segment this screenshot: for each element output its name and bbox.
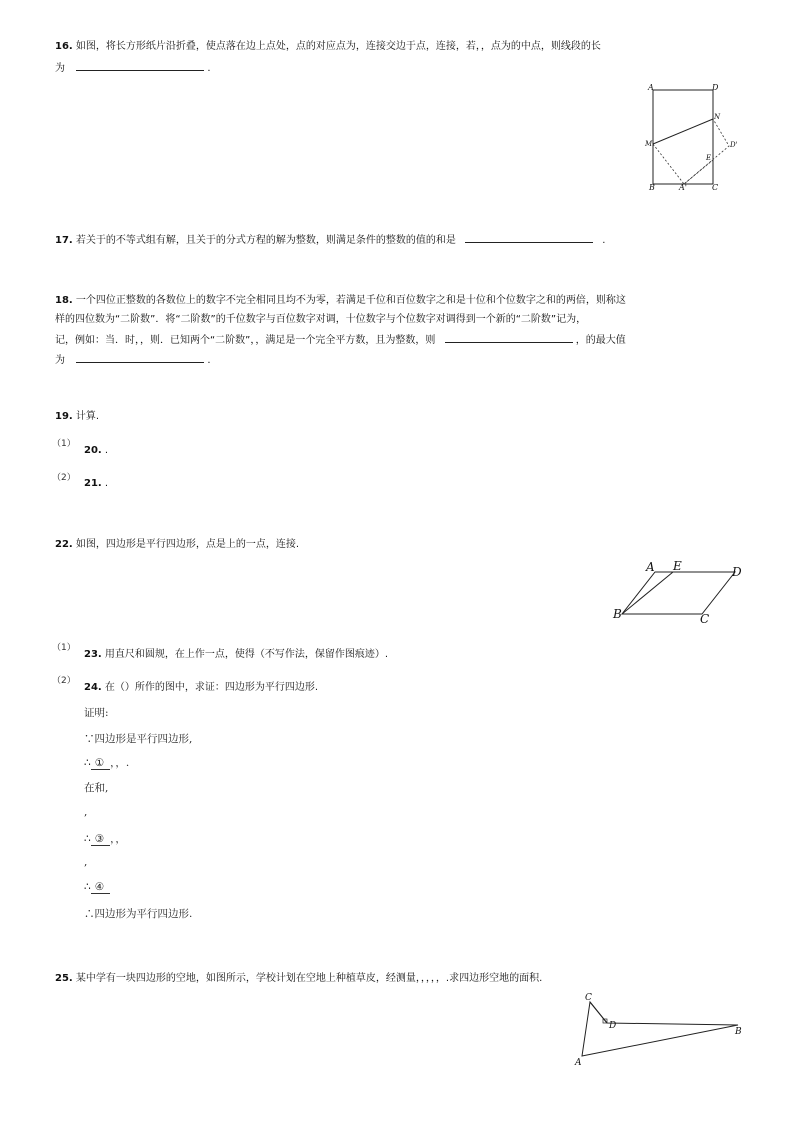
label-a: A bbox=[575, 1058, 582, 1068]
parallelogram-abcd bbox=[622, 572, 735, 614]
therefore-symbol: ∴ bbox=[84, 833, 91, 845]
label-d: D bbox=[609, 1021, 617, 1031]
question-text: . bbox=[104, 445, 109, 456]
answer-blank[interactable] bbox=[76, 60, 204, 71]
question-20 bbox=[84, 444, 108, 457]
question-number: 24. bbox=[84, 682, 102, 693]
question-19 bbox=[55, 410, 99, 423]
question-number: 21. bbox=[84, 478, 102, 489]
therefore-symbol: ∴ bbox=[84, 757, 91, 769]
part-label: （1） bbox=[52, 643, 76, 653]
question-number: 17. bbox=[55, 235, 73, 246]
proof-line bbox=[84, 881, 110, 894]
label-m: M bbox=[645, 140, 653, 148]
question-18 bbox=[55, 294, 626, 307]
question-18-line3 bbox=[55, 332, 626, 347]
period: . bbox=[207, 63, 211, 74]
figure-rectangle-fold bbox=[640, 82, 750, 192]
quadrilateral-abcd bbox=[582, 1002, 738, 1056]
question-text: 为 bbox=[55, 63, 65, 74]
question-text: 如图，将长方形纸片沿折叠，使点落在边上点处，点的对应点为，连接交边于点，连接，若，，点为的中点，则线段的长 bbox=[75, 41, 601, 52]
question-number: 23. bbox=[84, 649, 102, 660]
proof-line: 在和, bbox=[84, 782, 109, 794]
label-d: D bbox=[732, 565, 742, 579]
question-text: 为 bbox=[55, 355, 65, 366]
question-text: 如图，四边形是平行四边形，点是上的一点，连接. bbox=[75, 539, 300, 550]
label-b: B bbox=[649, 183, 655, 192]
question-text: ，的最大值 bbox=[575, 335, 626, 346]
period: . bbox=[602, 235, 606, 246]
question-text: . bbox=[104, 478, 109, 489]
question-number: 18. bbox=[55, 295, 73, 306]
answer-blank[interactable] bbox=[445, 332, 573, 343]
proof-line: ∵四边形是平行四边形, bbox=[84, 733, 193, 745]
label-c: C bbox=[700, 612, 710, 626]
proof-blank-4[interactable]: ④ bbox=[91, 881, 110, 894]
fold-line-mn bbox=[653, 119, 713, 144]
answer-blank[interactable] bbox=[465, 232, 593, 243]
proof-line: , bbox=[84, 806, 88, 818]
proof-line: , bbox=[84, 856, 88, 868]
label-c: C bbox=[712, 183, 719, 192]
question-22 bbox=[55, 538, 299, 551]
question-text: 计算. bbox=[75, 411, 100, 422]
proof-blank-1[interactable]: ① bbox=[91, 757, 110, 770]
question-18-line4 bbox=[55, 352, 211, 367]
question-text: 样的四位数为“二阶数”．将“二阶数”的千位数字与百位数字对调，十位数字与个位数字对调得到一个新的“二阶数”记为， bbox=[55, 314, 587, 325]
label-b: B bbox=[613, 607, 622, 621]
part-label: （2） bbox=[52, 473, 76, 483]
folded-shape bbox=[653, 119, 729, 184]
question-17 bbox=[55, 232, 605, 247]
part-label: （2） bbox=[52, 676, 76, 686]
question-text: 一个四位正整数的各数位上的数字不完全相同且均不为零，若满足千位和百位数字之和是十位和个位数字之和的两倍，则称这 bbox=[75, 295, 626, 306]
part-label: （1） bbox=[52, 439, 76, 449]
therefore-symbol: ∴ bbox=[84, 881, 91, 893]
proof-line bbox=[84, 831, 126, 846]
question-24 bbox=[84, 681, 318, 694]
question-number: 25. bbox=[55, 973, 73, 984]
question-number: 22. bbox=[55, 539, 73, 550]
question-number: 20. bbox=[84, 445, 102, 456]
rectangle-abcd bbox=[653, 90, 713, 184]
question-25 bbox=[55, 972, 542, 985]
label-a: A bbox=[648, 83, 654, 92]
question-21 bbox=[84, 477, 108, 490]
label-b: B bbox=[735, 1027, 742, 1037]
question-text: 某中学有一块四边形的空地，如图所示，学校计划在空地上种植草皮，经测量，，，，，.求四边形空地的面积. bbox=[75, 973, 543, 984]
label-a-prime: A' bbox=[679, 183, 687, 192]
question-text: 记，例如：当．时，，则．已知两个“二阶数”，，满足是一个完全平方数，且为整数，则 bbox=[55, 335, 436, 346]
label-d-prime: D' bbox=[730, 141, 738, 149]
label-a: A bbox=[646, 560, 655, 574]
label-e: E bbox=[706, 154, 712, 162]
question-number: 19. bbox=[55, 411, 73, 422]
answer-blank[interactable] bbox=[76, 352, 204, 363]
question-number: 16. bbox=[55, 41, 73, 52]
proof-line: ∴四边形为平行四边形. bbox=[84, 908, 193, 920]
proof-text: ，，. bbox=[110, 757, 130, 769]
proof-text: ，， bbox=[110, 833, 126, 845]
label-e: E bbox=[673, 559, 682, 573]
question-16 bbox=[55, 40, 601, 53]
question-16-line2 bbox=[55, 60, 211, 75]
question-18-line2 bbox=[55, 313, 586, 326]
proof-blank-3[interactable]: ③ bbox=[91, 833, 110, 846]
label-c: C bbox=[585, 993, 592, 1003]
question-text: 在（）所作的图中，求证：四边形为平行四边形. bbox=[104, 682, 319, 693]
figure-parallelogram bbox=[610, 558, 760, 628]
proof-line bbox=[84, 755, 129, 770]
segment-be bbox=[622, 572, 673, 614]
question-23 bbox=[84, 648, 388, 661]
question-text: 用直尺和圆规，在上作一点，使得（不写作法，保留作图痕迹）. bbox=[104, 649, 389, 660]
label-n: N bbox=[714, 113, 721, 121]
label-d: D bbox=[712, 83, 719, 92]
proof-line: 证明: bbox=[84, 707, 109, 719]
question-text: 若关于的不等式组有解，且关于的分式方程的解为整数，则满足条件的整数的值的和是 bbox=[75, 235, 456, 246]
figure-quadrilateral bbox=[570, 990, 750, 1070]
period: . bbox=[207, 355, 211, 366]
